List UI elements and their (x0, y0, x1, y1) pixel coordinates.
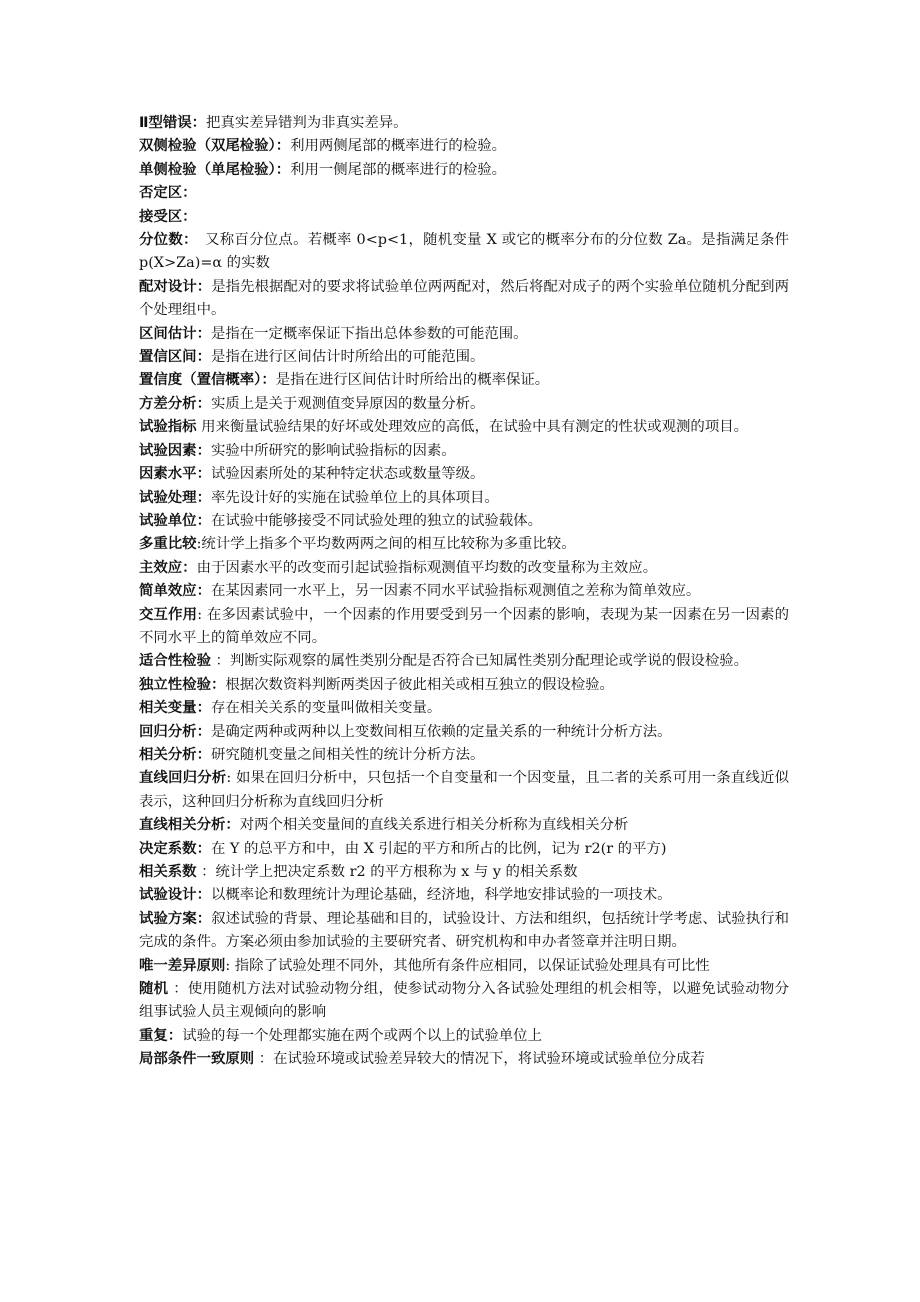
glossary-entry (139, 416, 789, 439)
glossary-entry (139, 721, 789, 744)
glossary-term: 独立性检验： (139, 676, 226, 693)
glossary-entry (139, 861, 789, 884)
glossary-term: 相关变量： (139, 700, 211, 717)
glossary-definition: ：统计学上把决定系数 r2 的平方根称为 x 与 y 的相关系数 (196, 864, 578, 880)
glossary-entry (139, 159, 789, 182)
glossary-entry (139, 206, 789, 229)
glossary-term: 直线回归分析 (139, 770, 227, 787)
glossary-entry (139, 346, 789, 369)
glossary-entry (139, 744, 789, 767)
glossary-definition: 用来衡量试验结果的好坏或处理效应的高低，在试验中具有测定的性状或观测的项目。 (196, 419, 748, 436)
glossary-term: 试验设计： (139, 887, 211, 904)
glossary-entry (139, 838, 789, 861)
glossary-term: 多重比较 (139, 536, 197, 553)
glossary-term: 相关系数 (139, 864, 197, 880)
glossary-term: 否定区： (139, 185, 197, 202)
glossary-entry (139, 580, 789, 603)
glossary-term: 重复： (139, 1027, 183, 1044)
glossary-term: Ⅱ型错误： (139, 115, 207, 131)
glossary-entry (139, 463, 789, 486)
glossary-term: 配对设计： (139, 278, 212, 295)
glossary-entry (139, 955, 789, 978)
glossary-entry (139, 978, 789, 1025)
glossary-definition: 试验的每一个处理都实施在两个或两个以上的试验单位上 (182, 1027, 542, 1044)
glossary-entry (139, 557, 789, 580)
glossary-definition: 试验因素所处的某种特定状态或数量等级。 (210, 466, 485, 483)
glossary-entry (139, 604, 789, 651)
glossary-entry (139, 767, 789, 814)
glossary-entry (139, 1048, 789, 1071)
glossary-term: 试验指标 (139, 419, 197, 436)
glossary-definition: 是指先根据配对的要求将试验单位两两配对，然后将配对成子的两个实验单位随机分配到两个处理组中。 (139, 278, 789, 319)
glossary-definition: 实质上是关于观测值变异原因的数量分析。 (210, 395, 485, 412)
glossary-term: 方差分析： (139, 395, 211, 412)
glossary-definition: : 在多因素试验中，一个因素的作用要受到另一个因素的影响，表现为某一因素在另一因素的不同水平上的简单效应不同。 (139, 606, 789, 646)
glossary-definition: ：判断实际观察的属性类别分配是否符合已知属性类别分配理论或学说的假设检验。 (210, 653, 748, 670)
glossary-term: 区间估计： (139, 325, 211, 342)
glossary-entry (139, 229, 789, 276)
glossary-entry (139, 182, 789, 205)
glossary-definition: 存在相关关系的变量叫做相关变量。 (210, 700, 442, 717)
glossary-term: 局部条件一致原则 (139, 1051, 255, 1068)
glossary-term: 简单效应： (139, 583, 211, 600)
glossary-entry (139, 369, 789, 392)
glossary-term: 随机 (139, 981, 169, 998)
glossary-term: 置信区间： (139, 349, 211, 366)
glossary-entry (139, 533, 789, 556)
glossary-entry (139, 487, 789, 510)
glossary-entry (139, 650, 789, 673)
glossary-definition: 在 Y 的总平方和中，由 X 引起的平方和所占的比例，记为 r2(r 的平方) (210, 840, 667, 857)
glossary-definition: : 如果在回归分析中，只包括一个自变量和一个因变量，且二者的关系可用一条直线近似表示，这种回归分析称为直线回归分析 (139, 770, 789, 810)
glossary-definition: : 指除了试验处理不同外，其他所有条件应相同，以保证试验处理具有可比性 (225, 957, 710, 974)
glossary-definition: 是指在进行区间估计时所给出的概率保证。 (275, 372, 550, 389)
glossary-definition: 利用一侧尾部的概率进行的检验。 (290, 161, 506, 178)
glossary-term: 试验方案： (139, 910, 212, 927)
glossary-entry (139, 884, 789, 907)
glossary-definition: 对两个相关变量间的直线关系进行相关分析称为直线相关分析 (239, 817, 629, 834)
glossary-entry (139, 510, 789, 533)
glossary-entry (139, 135, 789, 158)
glossary-definition: 是指在一定概率保证下指出总体参数的可能范围。 (210, 325, 528, 342)
glossary-entry (139, 112, 789, 135)
glossary-definition: 率先设计好的实施在试验单位上的具体项目。 (210, 489, 499, 506)
glossary-definition: 根据次数资料判断两类因子彼此相关或相互独立的假设检验。 (225, 676, 614, 693)
glossary-entry (139, 276, 789, 323)
glossary-definition: 叙述试验的背景、理论基础和目的，试验设计、方法和组织，包括统计学考虑、试验执行和完成的条件。方案必须由参加试验的主要研究者、研究机构和申办者签章并注明日期。 (139, 910, 789, 951)
glossary-term: 直线相关分析： (139, 817, 240, 834)
glossary-term: 交互作用 (139, 606, 198, 623)
glossary-entry (139, 440, 789, 463)
glossary-definition: ：在试验环境或试验差异较大的情况下，将试验环境或试验单位分成若 (254, 1051, 705, 1068)
glossary-term: 接受区： (139, 208, 197, 225)
glossary-term: 置信度（置信概率）： (139, 372, 276, 389)
glossary-term: 相关分析： (139, 746, 211, 763)
glossary-entry (139, 1025, 789, 1048)
glossary-term: 主效应： (139, 559, 197, 576)
glossary-definition: 把真实差异错判为非真实差异。 (206, 115, 408, 131)
glossary-term: 适合性检验 (139, 653, 211, 670)
glossary-definition: 以概率论和数理统计为理论基础，经济地，科学地安排试验的一项技术。 (210, 887, 672, 904)
glossary-content (139, 112, 789, 1072)
glossary-term: 唯一差异原则 (139, 957, 226, 974)
glossary-term: 决定系数： (139, 840, 211, 857)
glossary-term: 分位数： (139, 232, 191, 249)
glossary-definition: 实验中所研究的影响试验指标的因素。 (210, 442, 456, 459)
glossary-term: 试验处理： (139, 489, 211, 506)
glossary-definition: 利用两侧尾部的概率进行的检验。 (290, 138, 506, 155)
glossary-definition: ：使用随机方法对试验动物分组，使参试动物分入各试验处理组的机会相等，以避免试验动物分组事试验人员主观倾向的影响 (139, 981, 789, 1021)
glossary-definition: 由于因素水平的改变而引起试验指标观测值平均数的改变量称为主效应。 (196, 559, 658, 576)
glossary-definition: 是确定两种或两种以上变数间相互依赖的定量关系的一种统计分析方法。 (210, 723, 672, 740)
glossary-definition: 又称百分位点。若概率 0<p<1，随机变量 X 或它的概率分布的分位数 Za。是指满足条件 p(X>Za)=α 的实数 (139, 232, 789, 272)
glossary-term: 双侧检验（双尾检验）： (139, 138, 291, 155)
glossary-entry (139, 908, 789, 955)
glossary-term: 试验单位： (139, 512, 211, 529)
glossary-entry (139, 674, 789, 697)
glossary-entry (139, 323, 789, 346)
glossary-definition: 研究随机变量之间相关性的统计分析方法。 (210, 746, 485, 763)
glossary-definition: :统计学上指多个平均数两两之间的相互比较称为多重比较。 (196, 536, 576, 553)
glossary-entry (139, 393, 789, 416)
glossary-entry (139, 814, 789, 837)
glossary-definition: 在试验中能够接受不同试验处理的独立的试验载体。 (210, 512, 542, 529)
glossary-definition: 在某因素同一水平上，另一因素不同水平试验指标观测值之差称为简单效应。 (210, 583, 701, 600)
glossary-definition: 是指在进行区间估计时所给出的可能范围。 (210, 349, 485, 366)
glossary-term: 试验因素： (139, 442, 211, 459)
glossary-entry (139, 697, 789, 720)
glossary-term: 回归分析： (139, 723, 211, 740)
glossary-term: 因素水平： (139, 466, 211, 483)
glossary-term: 单侧检验（单尾检验）： (139, 161, 291, 178)
